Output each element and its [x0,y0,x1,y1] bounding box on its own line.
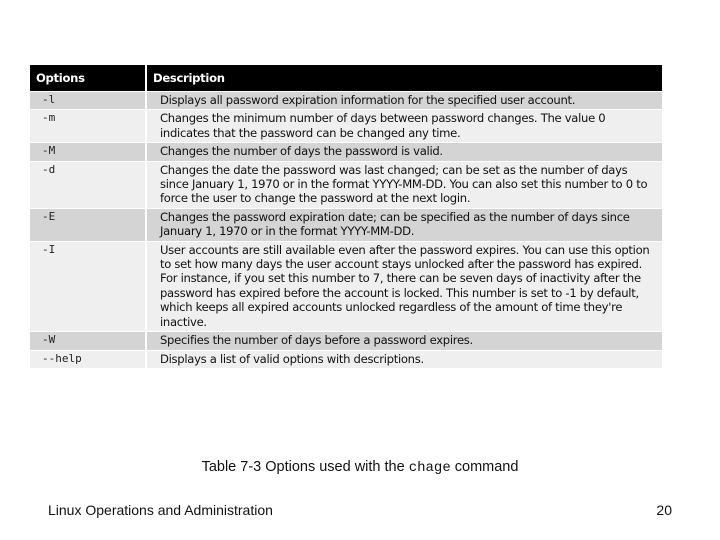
option-cell: -d [30,161,146,208]
table-row [30,241,662,331]
chage-options-table [30,65,662,368]
table-row [30,208,662,241]
page-number: 20 [656,502,672,518]
table-row [30,110,662,143]
option-cell: -E [30,208,146,241]
description-cell: User accounts are still available even after the password expires. You can use this option to set how many days the user account stays unlocked after the password has expired. For instance, if you set this number to 7, there can be seven days of inactivity after the password has expired before the account is locked. This number is set to -1 by default, which keeps all expired accounts unlocked regardless of the amount of time they're inactive. [146,241,662,331]
option-cell: -M [30,143,146,161]
description-cell: Changes the date the password was last changed; can be set as the number of days since January 1, 1970 or in the format YYYY-MM-DD. You can also set this number to 0 to force the user to change the password at the next login. [146,161,662,208]
description-cell: Displays all password expiration information for the specified user account. [146,92,662,110]
footer-course-title: Linux Operations and Administration [48,502,273,518]
description-cell: Changes the password expiration date; can be specified as the number of days since January 1, 1970 or in the format YYYY-MM-DD. [146,208,662,241]
table-row [30,350,662,368]
table-row [30,143,662,161]
description-cell: Displays a list of valid options with descriptions. [146,350,662,368]
table-row [30,92,662,110]
caption-suffix: command [450,459,519,475]
options-column-header: Options [30,65,146,92]
caption-text: Table 7-3 Options used with the [201,459,409,475]
description-cell: Specifies the number of days before a password expires. [146,332,662,350]
table-header-row [30,65,662,92]
option-cell: --help [30,350,146,368]
table-row [30,332,662,350]
caption-command: chage [408,460,451,476]
option-cell: -m [30,110,146,143]
description-cell: Changes the minimum number of days between password changes. The value 0 indicates that the password can be changed any time. [146,110,662,143]
option-cell: -I [30,241,146,331]
description-column-header: Description [146,65,662,92]
table-row [30,161,662,208]
option-cell: -l [30,92,146,110]
description-cell: Changes the number of days the password is valid. [146,143,662,161]
option-cell: -W [30,332,146,350]
table-caption [0,459,720,476]
